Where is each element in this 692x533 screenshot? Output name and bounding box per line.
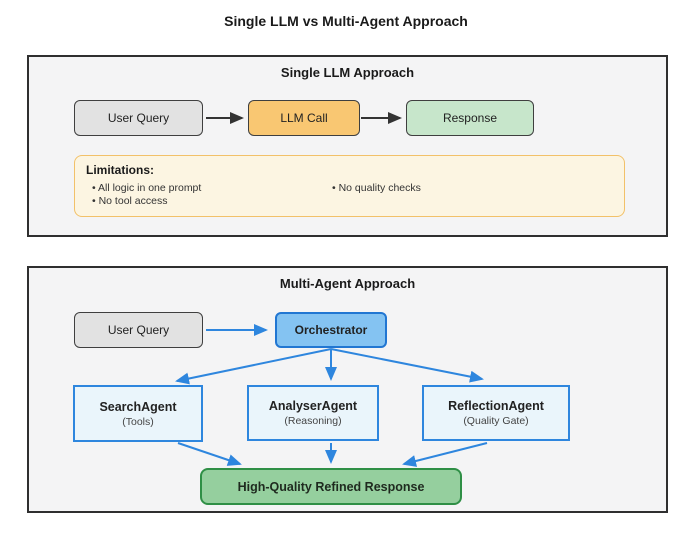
reflection-agent-title: ReflectionAgent: [448, 399, 544, 413]
node-response-label: Response: [442, 111, 498, 125]
limitations-column-1: [92, 182, 201, 208]
single-llm-panel-heading: Single LLM Approach: [280, 65, 415, 80]
multi-agent-panel-heading: Multi-Agent Approach: [279, 276, 416, 291]
node-reflection-agent: [422, 385, 570, 441]
search-agent-subtitle: (Tools): [122, 415, 154, 428]
node-llm-call-label: LLM Call: [280, 111, 328, 125]
limitation-item: • All logic in one prompt: [92, 182, 202, 194]
node-analyser-agent: [247, 385, 379, 441]
reflection-agent-subtitle: (Quality Gate): [463, 415, 529, 427]
limitation-item: • No tool access: [92, 195, 168, 207]
node-search-agent: [73, 385, 203, 442]
node-user-query-multi-label: User Query: [107, 323, 170, 337]
limitations-column-2: [332, 182, 421, 195]
analyser-agent-subtitle: (Reasoning): [284, 415, 342, 427]
node-user-query-single: [74, 100, 203, 136]
node-user-query-single-label: User Query: [107, 111, 170, 125]
limitations-heading: Limitations:: [86, 163, 154, 177]
node-final-response: [200, 468, 462, 505]
diagram-title: Single LLM vs Multi-Agent Approach: [224, 13, 468, 29]
limitation-item: • No quality checks: [332, 182, 421, 194]
node-final-response-label: High-Quality Refined Response: [237, 479, 425, 494]
limitations-callout: [74, 155, 625, 217]
node-orchestrator-label: Orchestrator: [294, 323, 368, 337]
node-response: [406, 100, 534, 136]
analyser-agent-title: AnalyserAgent: [268, 399, 358, 413]
search-agent-title: SearchAgent: [99, 399, 177, 414]
node-orchestrator: [275, 312, 387, 348]
node-llm-call: [248, 100, 360, 136]
node-user-query-multi: [74, 312, 203, 348]
